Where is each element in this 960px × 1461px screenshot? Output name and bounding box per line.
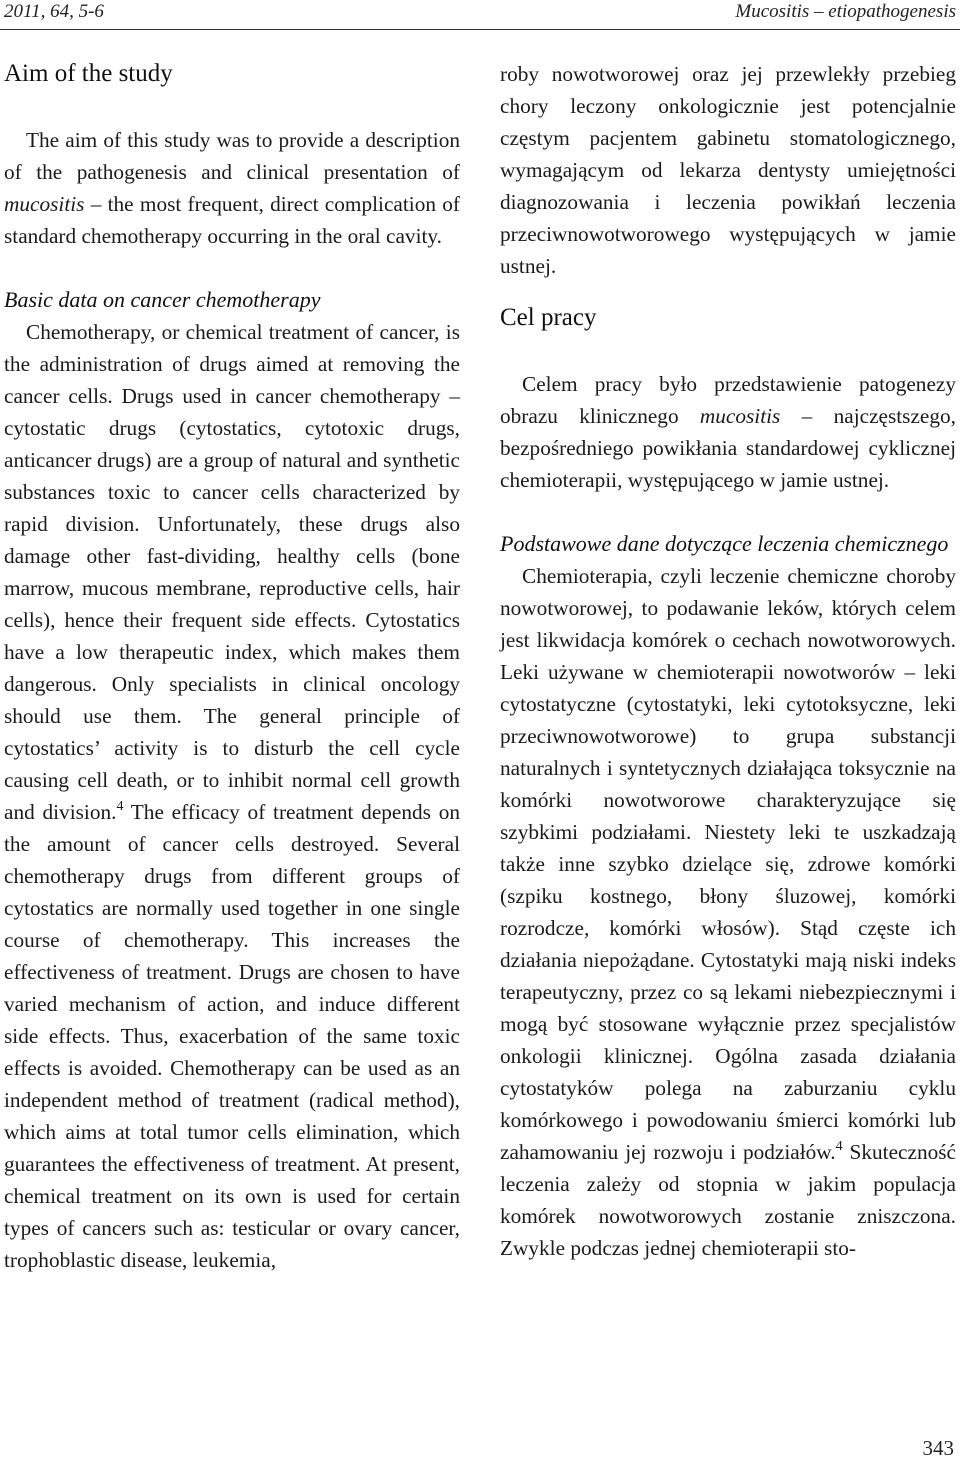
aim-paragraph: The aim of this study was to provide a description of the pathogenesis and clinical presentation of mucositis – the most frequent, direct complication of standard chemotherapy occurring in the oral cavity. — [4, 128, 460, 248]
basic-data-paragraph: Chemotherapy, or chemical treatment of cancer, is the administration of drugs aimed at removing the cancer cells. Drugs used in cancer chemotherapy – cytostatic drugs (cytostatics, cytotoxic drugs, anticancer drugs) are a group of natural and synthetic substances toxic to cancer cells characterized by rapid division. Unfortunately, these drugs also damage other fast-dividing, healthy cells (bone marrow, mucous membrane, reproductive cells, hair cells), hence their frequent side effects. Cytostatics have a low therapeutic index, which makes them dangerous. Only specialists in clinical oncology should use them. The general principle of cytostatics’ activity is to disturb the cell cycle causing cell death, or to inhibit normal cell growth and division.$^4$ The efficacy of treatment depends on the amount of cancer cells destroyed. Several chemotherapy drugs from different groups of cytostatics are normally used together in one single course of chemotherapy. This increases the effectiveness of treatment. Drugs are chosen to have varied mechanism of action, and induce different side effects. Thus, exacerbation of the same toxic effects is avoided. Chemotherapy can be used as an independent method of treatment (radical method), which aims at total tumor cells elimination, which guarantees the effectiveness of treatment. At present, chemical treatment on its own is used for certain types of cancers such as: testicular or ovary cancer, trophoblastic disease, leukemia, — [4, 320, 461, 1272]
intro-paragraph: roby nowotworowej oraz jej przewlekły przebieg chory leczony onkologicznie jest potencjalnie częstym pacjentem gabinetu stomatologicznego, wymagającym od lekarza dentysty umiejętności diagnozowania i leczenia powikłań leczenia przeciwnowotworowego występujących w jamie ustnej. — [500, 62, 956, 278]
running-title: Mucositis – etiopathogenesis — [735, 1, 956, 22]
cel-pracy-paragraph: Celem pracy było przedstawienie patogenezy obrazu klinicznego mucositis – najczęstszego, bezpośredniego powikłania standardowej cyklicznej chemioterapii, występującego w jamie ustnej. — [500, 372, 956, 492]
journal-reference: 2011, 64, 5-6 — [4, 1, 104, 22]
left-column — [4, 58, 460, 1276]
podstawowe-dane-heading: Podstawowe dane dotyczące leczenia chemicznego — [500, 531, 949, 556]
cel-pracy-heading: Cel pracy — [500, 304, 597, 331]
reference-marker: 4 — [835, 1139, 843, 1154]
podstawowe-dane-paragraph: Chemioterapia, czyli leczenie chemiczne choroby nowotworowej, to podawanie leków, których celem jest likwidacja komórek o cechach nowotworowych. Leki używane w chemioterapii nowotworów – leki cytostatyczne (cytostatyki, leki cytotoksyczne, leki przeciwnowotworowe) to grupa substancji naturalnych i syntetycznych działająca toksycznie na komórki nowotworowe charakteryzujące się szybkimi podziałami. Niestety leki te uszkadzają także inne szybko dzielące się, zdrowe komórki (szpiku kostnego, błony śluzowej, komórki rozrodcze, komórki włosów). Stąd częste ich działania niepożądane. Cytostatyki mają niski indeks terapeutyczny, przez co są lekami niebezpiecznymi i mogą być stosowane wyłącznie przez specjalistów onkologii klinicznej. Ogólna zasada działania cytostatyków polega na zaburzaniu cyklu komórkowego i powodowaniu śmierci komórki lub zahamowaniu jej rozwoju i podziałów.$^4$ Skuteczność leczenia zależy od stopnia w jakim populacja komórek nowotworowych zostanie zniszczona. Zwykle podczas jednej chemioterapii sto- — [500, 564, 956, 1260]
running-header — [0, 0, 960, 28]
page-number: 343 — [922, 1436, 954, 1460]
header-rule — [0, 29, 960, 30]
reference-marker: 4 — [116, 799, 124, 814]
right-column — [500, 58, 956, 1264]
aim-heading: Aim of the study — [4, 60, 173, 87]
basic-data-heading: Basic data on cancer chemotherapy — [4, 287, 321, 312]
